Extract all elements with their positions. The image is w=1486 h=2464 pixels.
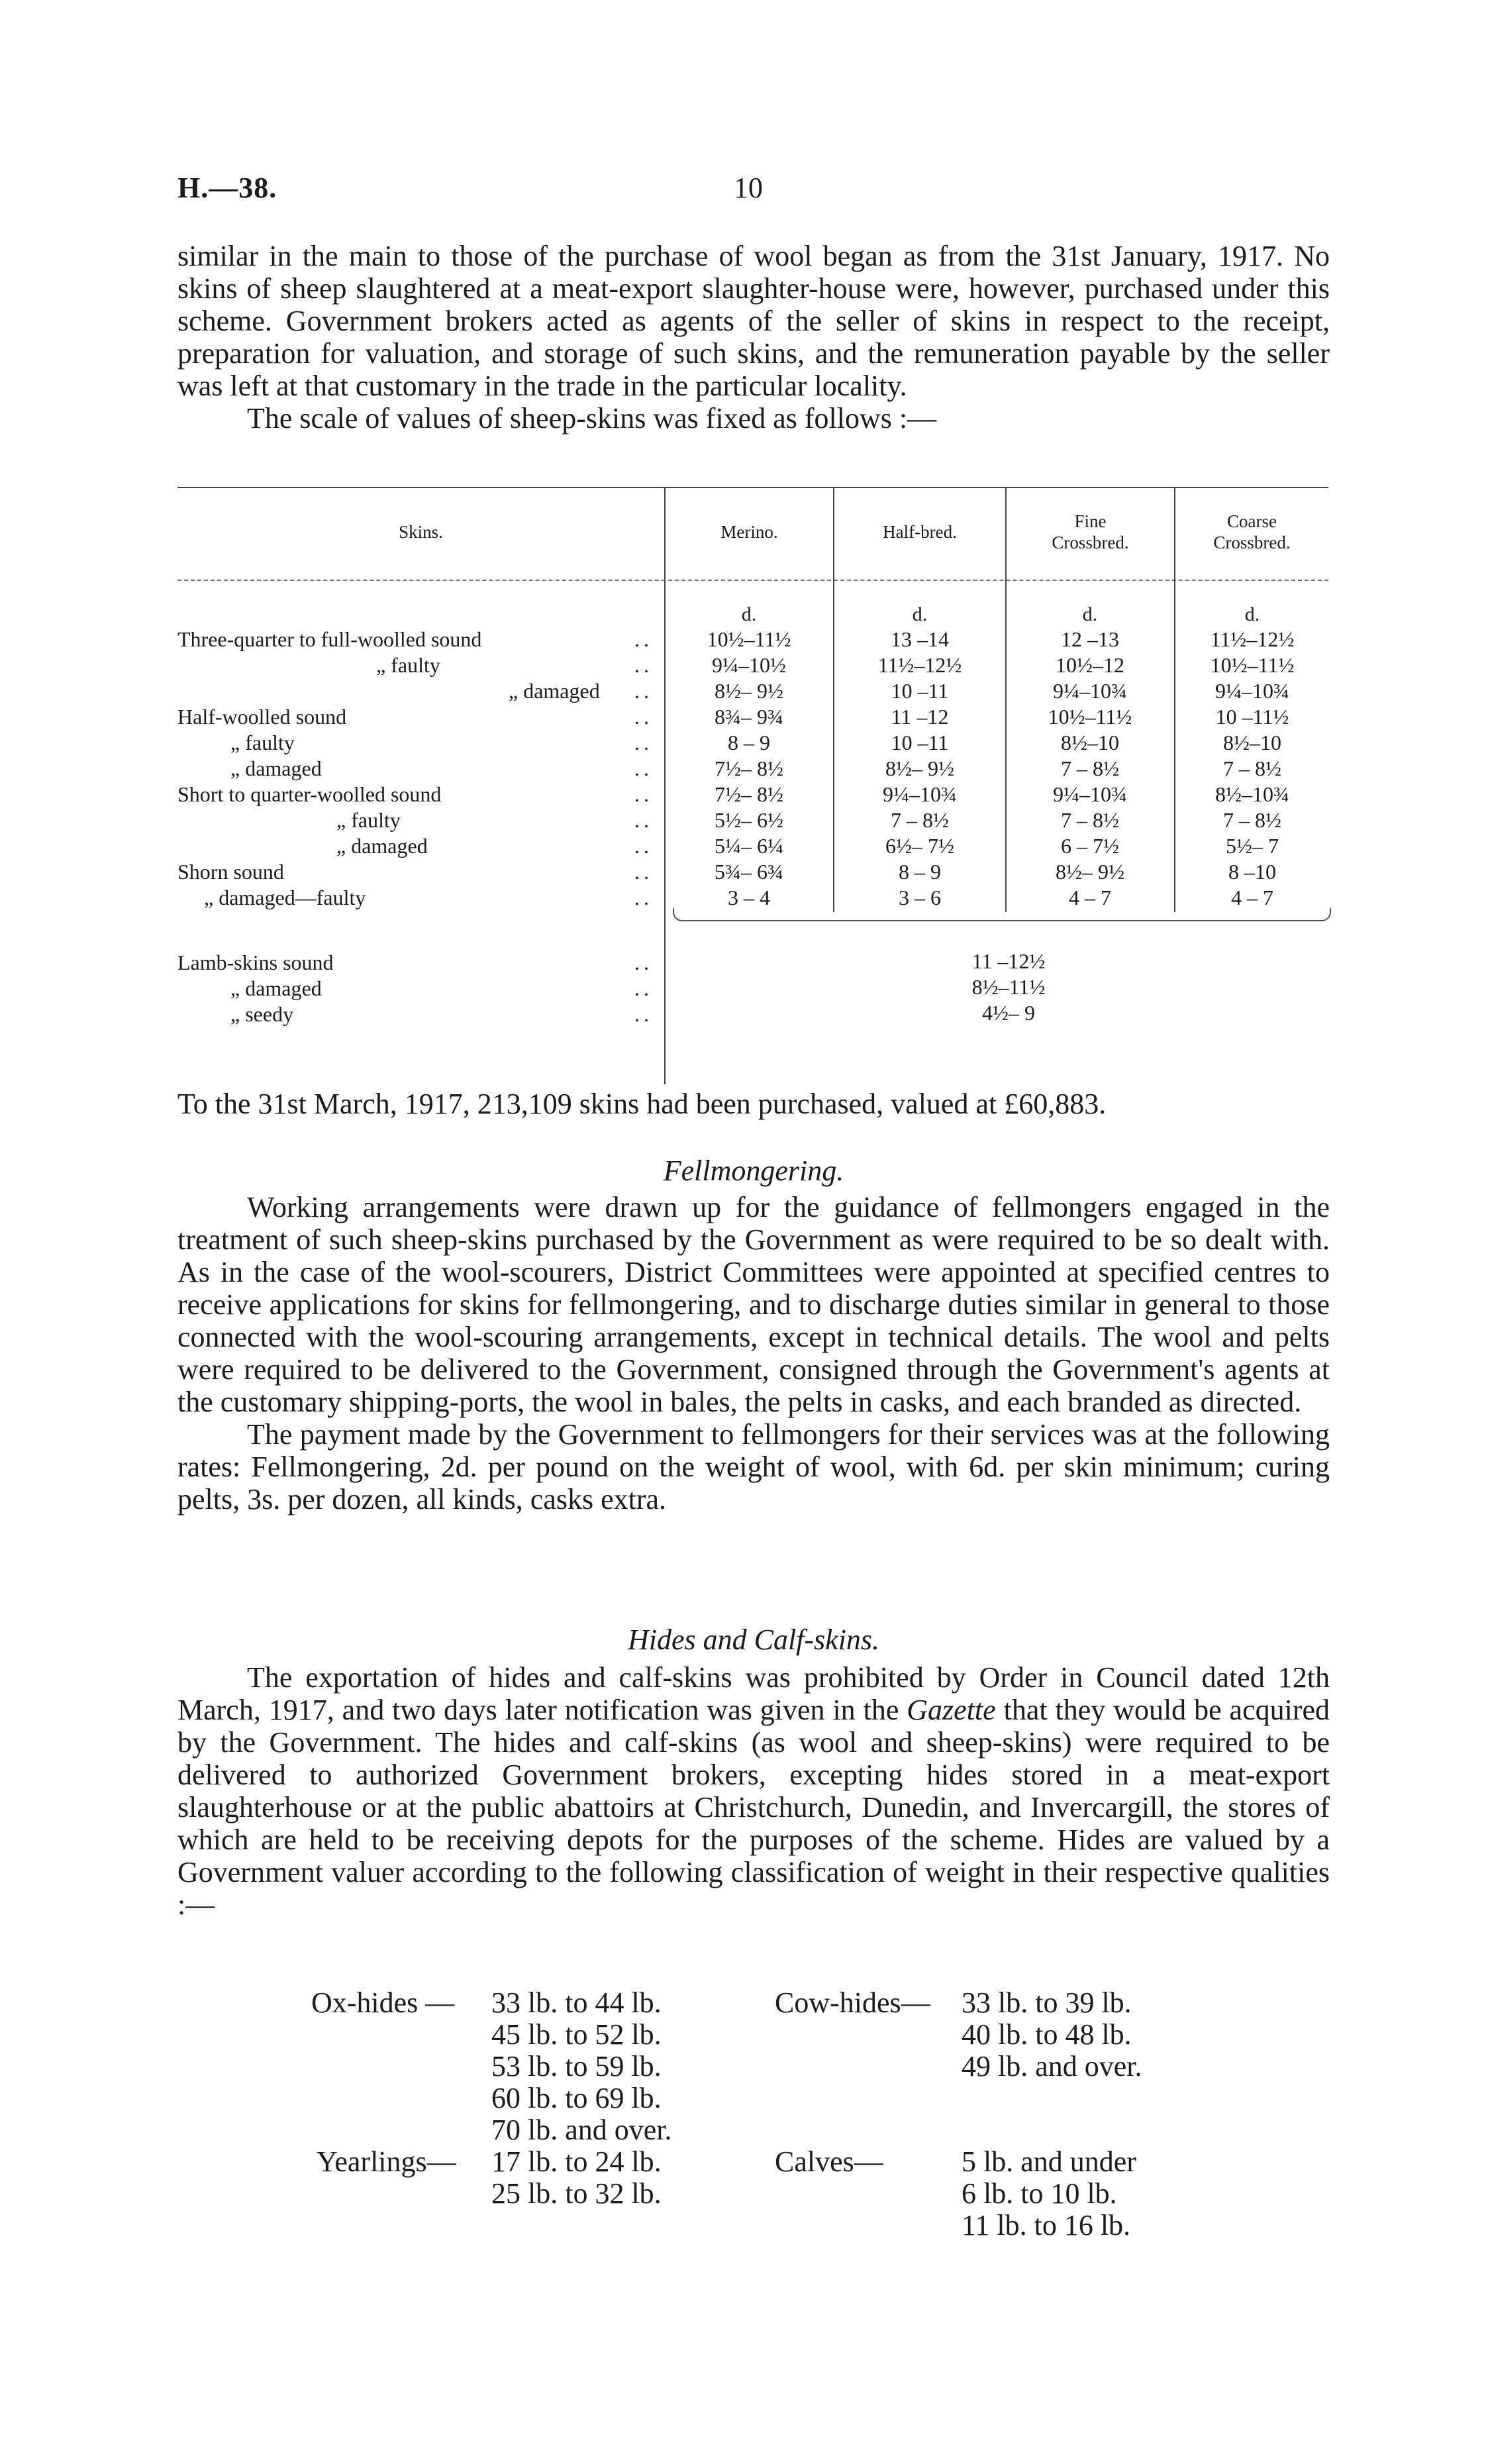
unit-fine: d. bbox=[1082, 603, 1098, 625]
table-row-label: „ faulty .. bbox=[336, 808, 653, 832]
table-cell-coarse: 10½–11½ bbox=[1210, 653, 1295, 677]
yearlings-label: Yearlings— bbox=[317, 2145, 456, 2178]
page-number: 10 bbox=[734, 172, 763, 204]
table-cell-halfbred: 9¼–10¾ bbox=[883, 782, 957, 806]
header-halfbred: Half-bred. bbox=[883, 522, 957, 542]
table-row-label: Shorn sound .. bbox=[177, 860, 653, 884]
table-cell-coarse: 8 –10 bbox=[1228, 860, 1276, 884]
table-cell-halfbred: 8½– 9½ bbox=[885, 756, 954, 780]
weight-range: 6 lb. to 10 lb. bbox=[962, 2177, 1117, 2210]
fellmongering-paragraph-1: Working arrangements were drawn up for the guidance of fellmongers engaged in the treatment of such sheep-skins purchased by the Government as were required to be so dealt with. As in the case of the wool-scourers, District Committees were appointed at specified centres to receive applications for skins for fellmongering, and to discharge duties similar in general to those connected with the wool-scouring arrangements, except in technical details. The wool and pelts were required to be delivered to the Government, consigned through the Government's agents at the customary shipping-ports, the wool in bales, the pelts in casks, and each branded as directed. bbox=[177, 1191, 1330, 1418]
weight-range: 11 lb. to 16 lb. bbox=[962, 2209, 1131, 2241]
table-row-label: „ damaged .. bbox=[230, 756, 653, 780]
weight-range: 53 lb. to 59 lb. bbox=[491, 2050, 662, 2082]
table-cell-coarse: 4 – 7 bbox=[1231, 886, 1273, 909]
lamb-row-label: „ damaged .. bbox=[230, 976, 653, 1000]
fellmongering-text bbox=[177, 1191, 1330, 1515]
weight-range: 33 lb. to 39 lb. bbox=[962, 1986, 1132, 2019]
lamb-row-value: 4½– 9 bbox=[982, 1001, 1035, 1025]
weight-range: 40 lb. to 48 lb. bbox=[962, 2018, 1132, 2051]
table-cell-merino: 5¾– 6¾ bbox=[715, 860, 783, 884]
weight-range: 33 lb. to 44 lb. bbox=[491, 1986, 662, 2019]
ox-hides-label: Ox-hides — bbox=[311, 1986, 455, 2019]
table-cell-fine: 8½– 9½ bbox=[1056, 860, 1124, 884]
table-cell-coarse: 11½–12½ bbox=[1210, 627, 1295, 651]
table-cell-fine: 9¼–10¾ bbox=[1053, 782, 1127, 806]
table-cell-fine: 10½–12 bbox=[1056, 653, 1124, 677]
table-cell-merino: 10½–11½ bbox=[707, 627, 791, 651]
table-row-label: „ damaged .. bbox=[336, 834, 653, 858]
table-cell-halfbred: 3 – 6 bbox=[899, 886, 941, 909]
lamb-brace bbox=[673, 908, 1331, 921]
unit-merino: d. bbox=[741, 603, 757, 625]
table-row-label: „ faulty .. bbox=[230, 731, 653, 754]
table-cell-merino: 5¼– 6¼ bbox=[715, 834, 783, 858]
table-cell-merino: 3 – 4 bbox=[728, 886, 770, 909]
table-row-label: Half-woolled sound .. bbox=[177, 705, 653, 729]
table-cell-merino: 5½– 6½ bbox=[715, 808, 783, 832]
table-cell-halfbred: 10 –11 bbox=[891, 731, 949, 754]
table-cell-coarse: 8½–10¾ bbox=[1215, 782, 1289, 806]
weight-range: 60 lb. to 69 lb. bbox=[491, 2082, 662, 2114]
table-cell-halfbred: 8 – 9 bbox=[899, 860, 941, 884]
table-row-label: Three-quarter to full-woolled sound .. bbox=[177, 627, 653, 651]
hides-text bbox=[177, 1661, 1330, 1921]
unit-halfbred: d. bbox=[912, 603, 928, 625]
hides-paragraph: The exportation of hides and calf-skins was prohibited by Order in Council dated 12th March, 1917, and two days later notification was given in the Gazette that they would be acquired by the Government. The hides and calf-skins (as wool and sheep-skins) were required to be delivered to authorized Government brokers, excepting hides stored in a meat-export slaughterhouse or at the public abattoirs at Christchurch, Dunedin, and Invercargill, the stores of which are held to be receiving depots for the purposes of the scheme. Hides are valued by a Government valuer according to the following classification of weight in their respective qualities :— bbox=[177, 1661, 1330, 1921]
intro-paragraph: similar in the main to those of the purchase of wool began as from the 31st January, 1917. No skins of sheep slaughtered at a meat-export slaughter-house were, however, purchased under this scheme. Government brokers acted as agents of the seller of skins in respect to the receipt, preparation for valuation, and storage of such skins, and the remuneration payable by the seller was left at that customary in the trade in the particular locality. bbox=[177, 240, 1330, 402]
page-header bbox=[177, 171, 1330, 211]
table-cell-fine: 10½–11½ bbox=[1048, 705, 1132, 729]
lamb-row-value: 11 –12½ bbox=[971, 949, 1046, 973]
table-cell-fine: 7 – 8½ bbox=[1061, 756, 1119, 780]
table-cell-merino: 7½– 8½ bbox=[715, 756, 783, 780]
table-row-label: „ faulty .. bbox=[376, 653, 653, 677]
table-cell-coarse: 7 – 8½ bbox=[1223, 756, 1281, 780]
table-cell-fine: 9¼–10¾ bbox=[1053, 679, 1127, 703]
header-skins: Skins. bbox=[399, 522, 443, 542]
table-cell-fine: 8½–10 bbox=[1061, 731, 1119, 754]
table-cell-coarse: 7 – 8½ bbox=[1223, 808, 1281, 832]
weight-range: 25 lb. to 32 lb. bbox=[491, 2177, 662, 2210]
header-fine-crossbred: Fine Crossbred. bbox=[1052, 511, 1129, 552]
weight-range: 45 lb. to 52 lb. bbox=[491, 2018, 662, 2051]
weight-range: 49 lb. and over. bbox=[962, 2050, 1142, 2082]
weight-range: 5 lb. and under bbox=[962, 2145, 1136, 2178]
table-cell-halfbred: 7 – 8½ bbox=[891, 808, 949, 832]
scale-intro-paragraph: The scale of values of sheep-skins was fixed as follows :— bbox=[247, 402, 937, 435]
table-cell-halfbred: 13 –14 bbox=[891, 627, 949, 651]
table-cell-fine: 7 – 8½ bbox=[1061, 808, 1119, 832]
header-merino: Merino. bbox=[720, 522, 778, 542]
cow-hides-label: Cow-hides— bbox=[775, 1986, 930, 2019]
table-cell-merino: 8 – 9 bbox=[728, 731, 770, 754]
table-cell-halfbred: 6½– 7½ bbox=[885, 834, 954, 858]
lamb-row-label: „ seedy .. bbox=[230, 1002, 653, 1026]
table-cell-coarse: 5½– 7 bbox=[1226, 834, 1279, 858]
table-cell-merino: 8¾– 9¾ bbox=[715, 705, 783, 729]
table-cell-coarse: 8½–10 bbox=[1223, 731, 1281, 754]
fellmongering-heading: Fellmongering. bbox=[663, 1155, 844, 1187]
sheep-skin-values-table bbox=[177, 487, 1328, 1086]
table-cell-coarse: 9¼–10¾ bbox=[1215, 679, 1289, 703]
table-cell-fine: 6 – 7½ bbox=[1061, 834, 1119, 858]
fellmongering-paragraph-2: The payment made by the Government to fellmongers for their services was at the following rates: Fellmongering, 2d. per pound on the weight of wool, with 6d. per skin minimum; curing pelts, 3s. per dozen, all kinds, casks extra. bbox=[177, 1418, 1330, 1515]
gazette-title: Gazette bbox=[907, 1694, 996, 1726]
table-cell-halfbred: 10 –11 bbox=[891, 679, 949, 703]
document-reference: H.—38. bbox=[177, 172, 277, 204]
table-cell-halfbred: 11 –12 bbox=[891, 705, 949, 729]
header-coarse-crossbred: Coarse Crossbred. bbox=[1213, 511, 1291, 552]
table-cell-merino: 9¼–10½ bbox=[712, 653, 786, 677]
unit-coarse: d. bbox=[1244, 603, 1260, 625]
table-cell-fine: 4 – 7 bbox=[1069, 886, 1111, 909]
table-row-label: „ damaged—faulty .. bbox=[204, 886, 653, 909]
hides-heading: Hides and Calf-skins. bbox=[627, 1623, 880, 1656]
calves-label: Calves— bbox=[775, 2145, 883, 2178]
table-cell-halfbred: 11½–12½ bbox=[877, 653, 962, 677]
table-cell-merino: 7½– 8½ bbox=[715, 782, 783, 806]
table-cell-fine: 12 –13 bbox=[1061, 627, 1119, 651]
weight-range: 70 lb. and over. bbox=[491, 2114, 672, 2146]
lamb-row-value: 8½–11½ bbox=[971, 975, 1046, 999]
intro-text bbox=[177, 240, 1330, 435]
table-cell-coarse: 10 –11½ bbox=[1215, 705, 1289, 729]
table-cell-merino: 8½– 9½ bbox=[715, 679, 783, 703]
purchase-summary: To the 31st March, 1917, 213,109 skins had been purchased, valued at £60,883. bbox=[177, 1088, 1107, 1120]
lamb-row-label: Lamb-skins sound .. bbox=[177, 950, 653, 974]
table-row-label: Short to quarter-woolled sound .. bbox=[177, 782, 653, 806]
table-row-label: „ damaged .. bbox=[509, 679, 653, 703]
weight-range: 17 lb. to 24 lb. bbox=[491, 2145, 662, 2178]
